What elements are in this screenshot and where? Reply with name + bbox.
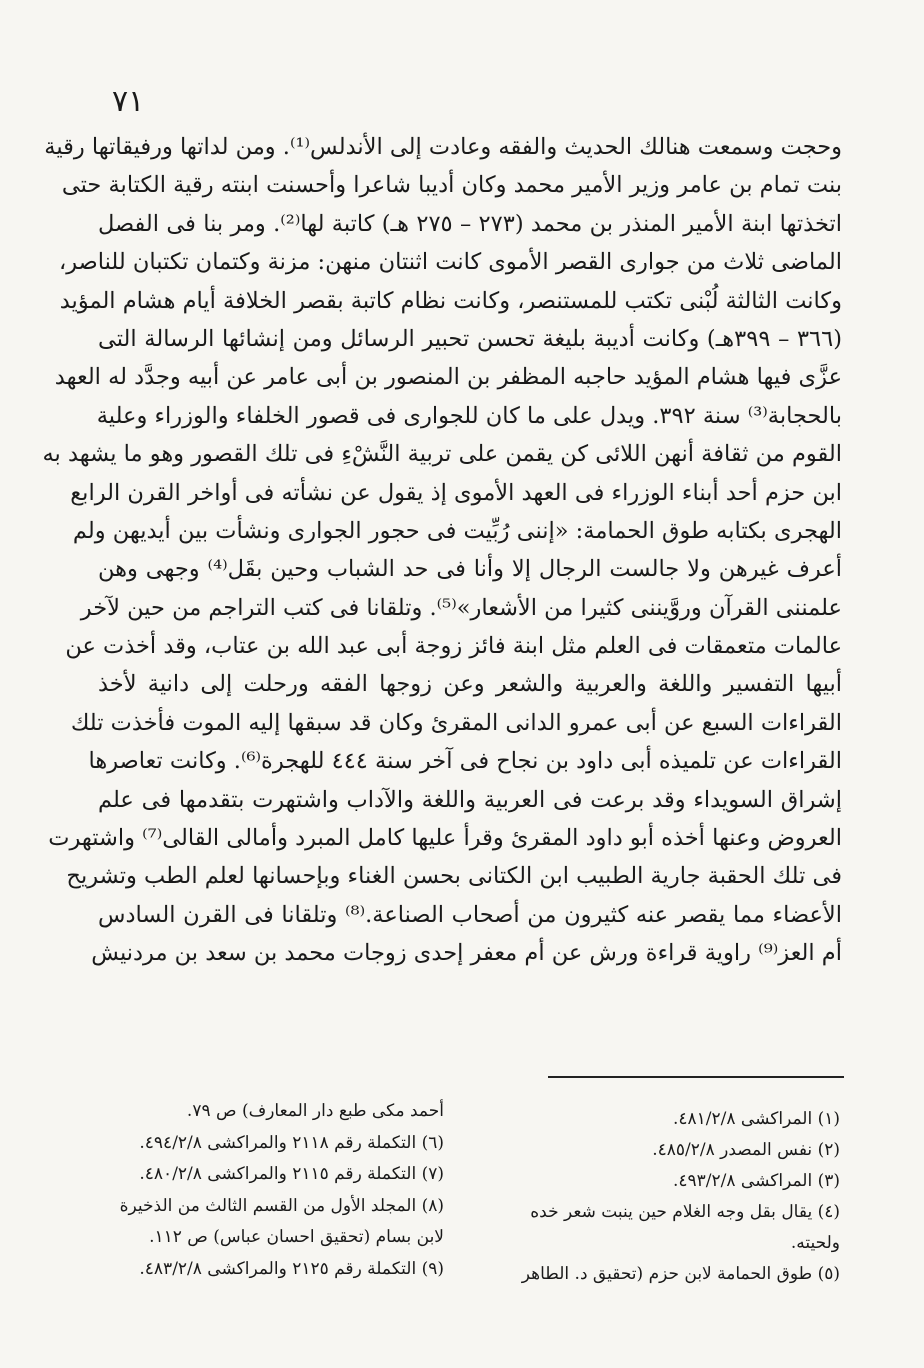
footnote-line: (٦) التكملة رقم ٢١١٨ والمراكشى ٤٩٤/٢/٨. [139, 1132, 444, 1153]
text-line: وكانت الثالثة لُبْنى تكتب للمستنصر، وكانت نظام كاتبة بقصر الخلافة أيام هشام المؤيد [59, 287, 842, 314]
text-line: القوم من ثقافة أنهن اللائى كن يقمن على تربية النَّشْءِ فى تلك القصور وهو ما يشهد به [42, 441, 842, 468]
text-line: أم العز⁽⁹⁾ راوية قراءة ورش عن أم معفر إحدى زوجات محمد بن سعد بن مردنيش [91, 940, 842, 967]
text-line: القراءات عن تلميذه أبى داود بن نجاح فى آخر سنة ٤٤٤ للهجرة⁽⁶⁾. وكانت تعاصرها [88, 748, 842, 775]
text-line: عزَّى فيها هشام المؤيد حاجبه المظفر بن المنصور بن أبى عامر عن أبيه وجدَّد له العهد [54, 364, 842, 391]
text-line: بالحجابة⁽³⁾ سنة ٣٩٢. ويدل على ما كان للجوارى فى قصور الخلفاء والوزراء وعلية [96, 402, 842, 429]
footnotes-left-column [96, 1096, 444, 1285]
footnote-line: (٨) المجلد الأول من القسم الثالث من الذخيرة [119, 1195, 444, 1216]
main-text [42, 128, 843, 973]
footnote-line: لابن بسام (تحقيق احسان عباس) ص ١١٢. [149, 1227, 444, 1247]
text-line: الماضى ثلاث من جوارى القصر الأموى كانت اثنتان منهن: مزنة وكتمان تكتبان للناصر، [59, 249, 842, 276]
footnote-divider [548, 1076, 844, 1078]
footnote-line: ولحيته. [790, 1233, 840, 1253]
footnote-line: (٢) نفس المصدر ٤٨٥/٢/٨. [652, 1140, 840, 1160]
text-line: أبيها التفسير واللغة والعربية والشعر وعن زوجها الفقه ورحلت إلى دانية لأخذ [98, 671, 842, 698]
text-line: ابن حزم أحد أبناء الوزراء فى العهد الأموى إذ يقول عن نشأته فى أواخر القرن الرابع [70, 479, 842, 506]
page-number: ٧١ [112, 84, 145, 119]
text-line: العروض وعنها أخذه أبو داود المقرئ وقرأ عليها كامل المبرد وأمالى القالى⁽⁷⁾ واشتهرت [48, 825, 842, 852]
text-line: الأعضاء مما يقصر عنه كثيرون من أصحاب الصناعة.⁽⁸⁾ وتلقانا فى القرن السادس [98, 901, 843, 928]
footnote-line: (٣) المراكشى ٤٩٣/٢/٨. [673, 1171, 840, 1191]
footnotes-right-column [488, 1104, 840, 1290]
footnote-line: (٧) التكملة رقم ٢١١٥ والمراكشى ٤٨٠/٢/٨. [139, 1164, 444, 1184]
text-line: (٣٦٦ – ٣٩٩هـ) وكانت أديبة بليغة تحسن تحبير الرسائل ومن إنشائها الرسالة التى [98, 325, 842, 352]
footnote-line: أحمد مكى طبع دار المعارف) ص ٧٩. [186, 1101, 444, 1121]
text-line: علمننى القرآن وروَّيننى كثيرا من الأشعار»⁽⁵⁾. وتلقانا فى كتب التراجم من حين لآخر [80, 594, 842, 621]
text-line: فى تلك الحقبة جارية الطبيب ابن الكتانى بحسن الغناء وبإحسانها لعلم الطب وتشريح [66, 863, 842, 890]
text-line: إشراق السويداء وقد برعت فى العربية واللغة والآداب واشتهرت بتقدمها فى علم [98, 786, 842, 813]
footnote-line: (١) المراكشى ٤٨١/٢/٨. [673, 1109, 840, 1129]
text-line: وحجت وسمعت هنالك الحديث والفقه وعادت إلى الأندلس⁽¹⁾. ومن لداتها ورفيقاتها رقية [44, 134, 842, 160]
footnote-line: (٥) طوق الحمامة لابن حزم (تحقيق د. الطاهر [521, 1264, 840, 1284]
text-line: عالمات متعمقات فى العلم مثل ابنة فائز زوجة أبى عبد الله بن عتاب، وقد أخذت عن [65, 633, 842, 660]
text-line: بنت تمام بن عامر وزير الأمير محمد وكان أديبا شاعرا وأحسنت ابنته رقية الكتابة حتى [61, 172, 842, 199]
footnote-line: (٤) يقال بقل وجه الغلام حين ينبت شعر خده [530, 1202, 840, 1222]
text-line: اتخذتها ابنة الأمير المنذر بن محمد (٢٧٣ – ٢٧٥ هـ) كاتبة لها⁽²⁾. ومر بنا فى الفصل [98, 210, 842, 237]
text-line: القراءات السبع عن أبى عمرو الدانى المقرئ وكان قد سبقها إليه الموت فأخذت تلك [70, 709, 842, 736]
text-line: الهجرى بكتابه طوق الحمامة: «إننى رُبِّيت فى حجور الجوارى ونشأت بين أيديهن ولم [72, 517, 842, 544]
footnote-line: (٩) التكملة رقم ٢١٢٥ والمراكشى ٤٨٣/٢/٨. [139, 1258, 444, 1279]
text-line: أعرف غيرهن ولا جالست الرجال إلا وأنا فى حد الشباب وحين بقَل⁽⁴⁾ وجهى وهن [98, 556, 842, 583]
